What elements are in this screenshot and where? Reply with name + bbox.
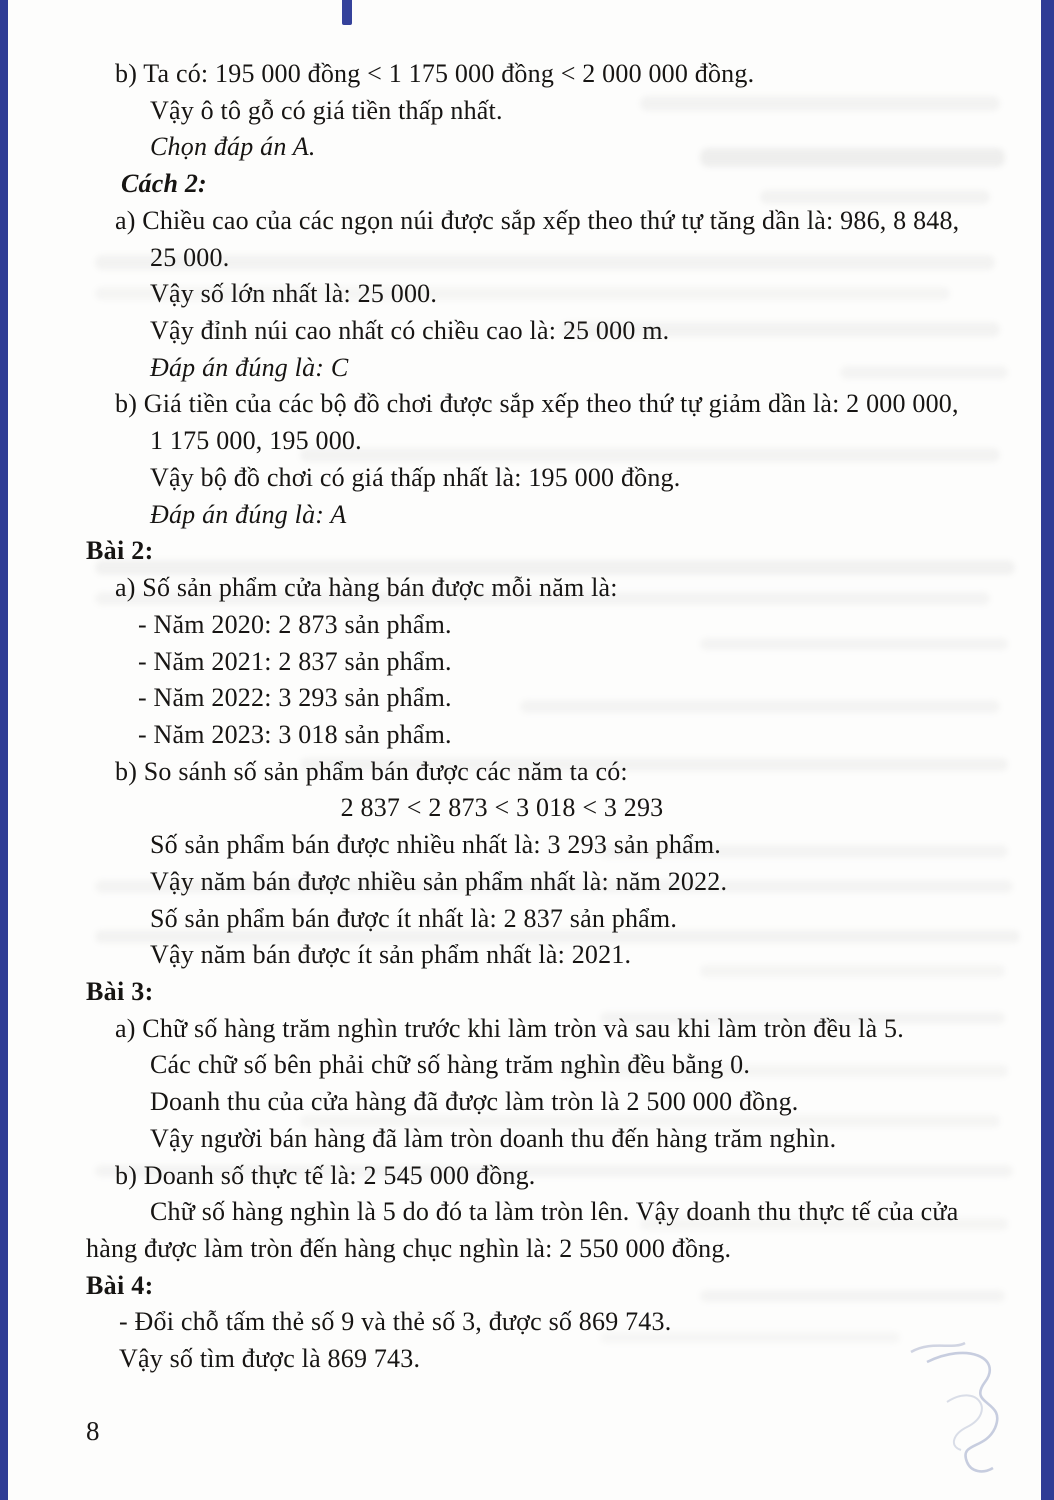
- text-line: Vậy đỉnh núi cao nhất có chiều cao là: 25 000 m.: [150, 316, 670, 346]
- text-line: a) Chiều cao của các ngọn núi được sắp xếp theo thứ tự tăng dần là: 986, 8 848,: [115, 205, 960, 235]
- text-line: - Năm 2020: 2 873 sản phẩm.: [138, 609, 452, 639]
- text-line: Chọn đáp án A.: [150, 132, 316, 162]
- text-line: a) Số sản phẩm cửa hàng bán được mỗi năm là:: [115, 573, 618, 603]
- text-line: Số sản phẩm bán được ít nhất là: 2 837 sản phẩm.: [150, 903, 678, 933]
- text-line: Vậy người bán hàng đã làm tròn doanh thu đến hàng trăm nghìn.: [150, 1123, 837, 1153]
- text-line: a) Chữ số hàng trăm nghìn trước khi làm tròn và sau khi làm tròn đều là 5.: [115, 1013, 904, 1043]
- text-line: Chữ số hàng nghìn là 5 do đó ta làm tròn lên. Vậy doanh thu thực tế của cửa: [150, 1197, 959, 1227]
- top-edge-blue-mark: [342, 0, 352, 25]
- text-line: Bài 4:: [86, 1270, 154, 1300]
- text-line: Các chữ số bên phải chữ số hàng trăm nghìn đều bằng 0.: [150, 1050, 751, 1080]
- text-line: - Năm 2022: 3 293 sản phẩm.: [138, 683, 452, 713]
- text-line: Vậy số lớn nhất là: 25 000.: [150, 279, 438, 309]
- text-line: Bài 3:: [86, 976, 154, 1006]
- page-number: 8: [86, 1416, 100, 1446]
- text-line: Đáp án đúng là: A: [150, 499, 347, 529]
- text-line: b) Doanh số thực tế là: 2 545 000 đồng.: [115, 1160, 536, 1190]
- text-line: - Năm 2021: 2 837 sản phẩm.: [138, 646, 452, 676]
- text-line: hàng được làm tròn đến hàng chục nghìn là: 2 550 000 đồng.: [86, 1234, 732, 1263]
- text-line: Bài 2:: [86, 536, 154, 566]
- text-line: Doanh thu của cửa hàng đã được làm tròn là 2 500 000 đồng.: [150, 1087, 799, 1117]
- document-text: [0, 56, 1054, 1378]
- text-line: Vậy số tìm được là 869 743.: [119, 1344, 421, 1374]
- text-line: Vậy ô tô gỗ có giá tiền thấp nhất.: [150, 95, 503, 125]
- text-line: Vậy năm bán được ít sản phẩm nhất là: 2021.: [150, 940, 632, 970]
- text-line: Vậy năm bán được nhiều sản phẩm nhất là: năm 2022.: [150, 866, 728, 896]
- pen-scribble: [905, 1338, 1054, 1488]
- text-line: Đáp án đúng là: C: [150, 352, 349, 382]
- text-line: - Đổi chỗ tấm thẻ số 9 và thẻ số 3, được số 869 743.: [119, 1307, 672, 1337]
- text-line: b) Ta có: 195 000 đồng < 1 175 000 đồng < 2 000 000 đồng.: [115, 59, 755, 88]
- text-line: Cách 2:: [121, 169, 207, 199]
- text-line: 25 000.: [150, 242, 230, 272]
- text-line: 2 837 < 2 873 < 3 018 < 3 293: [340, 793, 664, 823]
- text-line: Vậy bộ đồ chơi có giá thấp nhất là: 195 000 đồng.: [150, 462, 681, 492]
- text-line: Số sản phẩm bán được nhiều nhất là: 3 293 sản phẩm.: [150, 830, 721, 860]
- text-line: b) Giá tiền của các bộ đồ chơi được sắp xếp theo thứ tự giảm dần là: 2 000 000,: [115, 389, 959, 419]
- text-line: - Năm 2023: 3 018 sản phẩm.: [138, 719, 452, 749]
- text-line: b) So sánh số sản phẩm bán được các năm ta có:: [115, 756, 628, 786]
- text-line: 1 175 000, 195 000.: [150, 426, 362, 456]
